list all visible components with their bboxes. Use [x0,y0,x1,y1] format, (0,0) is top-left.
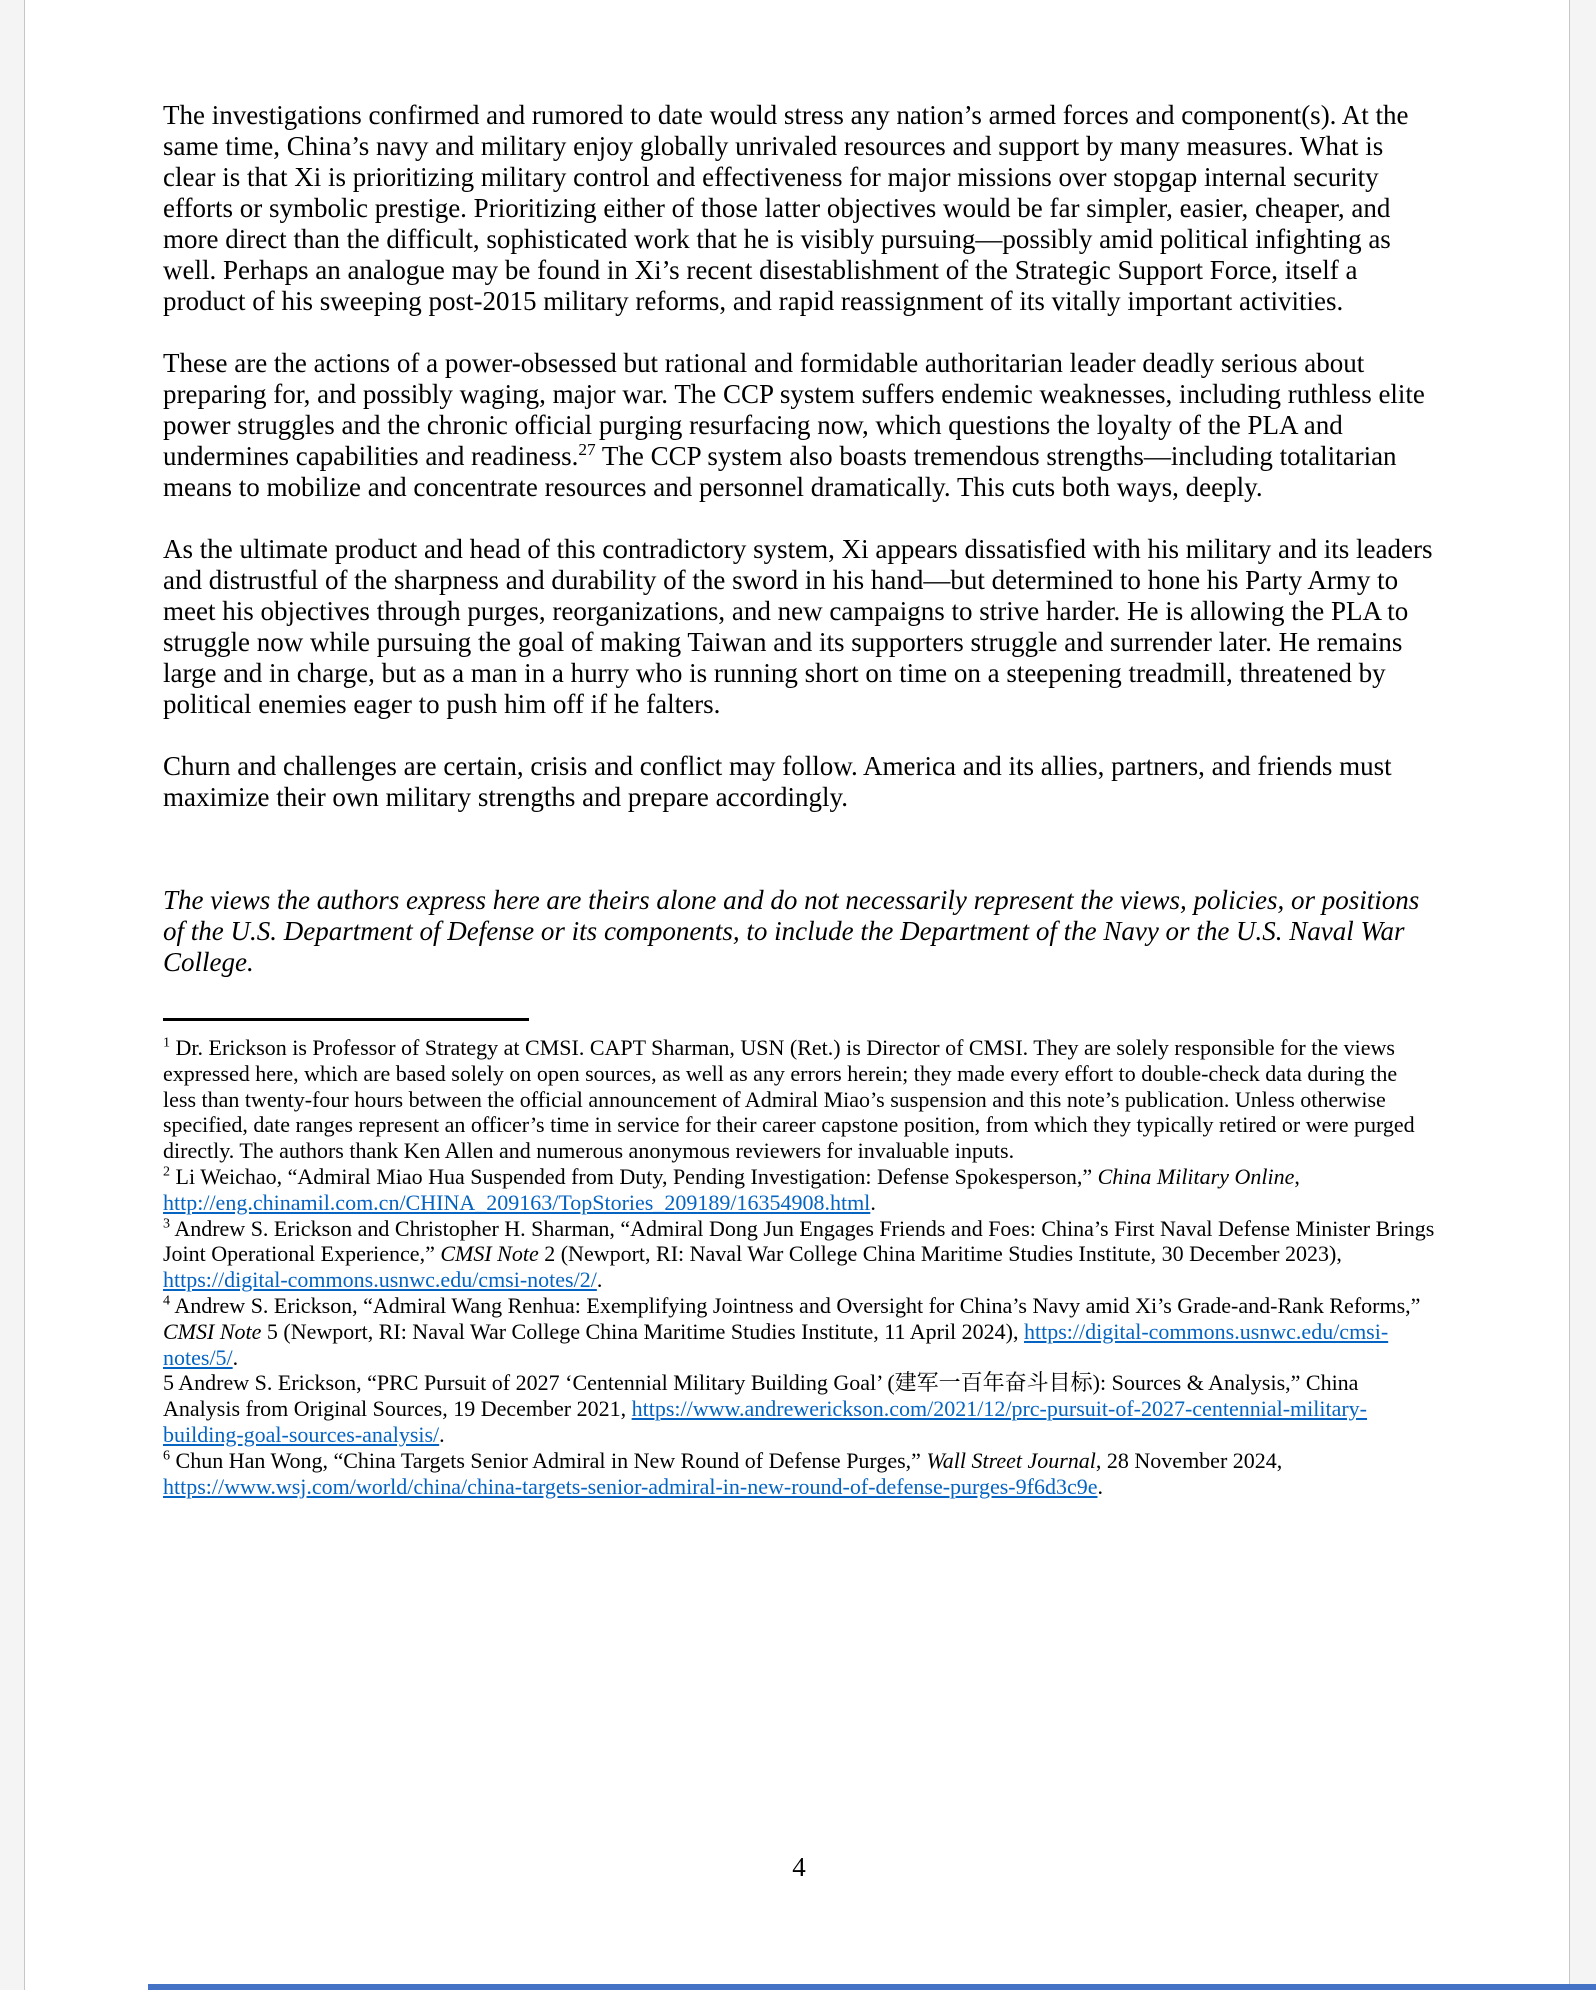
body-paragraph-1: The investigations confirmed and rumored to date would stress any nation’s armed forces and component(s). At the same time, China’s navy and military enjoy globally unrivaled resources and support by many measures. What is clear is that Xi is prioritizing military control and effectiveness for major missions over stopgap internal security efforts or symbolic prestige. Prioritizing either of those latter objectives would be far simpler, easier, cheaper, and more direct than the difficult, sophisticated work that he is visibly pursuing—possibly amid political infighting as well. Perhaps an analogue may be found in Xi’s recent disestablishment of the Strategic Support Force, itself a product of his sweeping post-2015 military reforms, and rapid reassignment of its vitally important activities. [163,100,1409,316]
footnote-marker: 2 [163,1163,171,1180]
footnote-link[interactable]: http://eng.chinamil.com.cn/CHINA_209163/TopStories_209189/16354908.html [163,1189,871,1215]
footnote-marker: 6 [163,1447,171,1464]
footnote-text: 5 (Newport, RI: Naval War College China Maritime Studies Institute, 11 April 2024), [261,1318,1024,1344]
footnote-text: China Military Online [1097,1163,1295,1189]
footnote-link[interactable]: https://digital-commons.usnwc.edu/cmsi-notes/2/ [163,1267,597,1293]
footnote-link[interactable]: https://www.andrewerickson.com/2021/12/prc-pursuit-of-2027-centennial-military-building-goal-sources-analysis/ [163,1396,1368,1447]
disclaimer-paragraph: The views the authors express here are theirs alone and do not necessarily represent the views, policies, or positions of the U.S. Department of Defense or its components, to include the Department of the Navy or the U.S. Naval War College. [163,885,1420,977]
footnote-3 [163,1216,1435,1293]
footnote-text: . [870,1189,876,1215]
footnote-link[interactable]: https://digital-commons.usnwc.edu/cmsi-notes/5/ [163,1318,1389,1370]
footnote-text: CMSI Note [163,1318,262,1344]
footnote-text: 2 (Newport, RI: Naval War College China Maritime Studies Institute, 30 December 2023), [538,1241,1342,1267]
body-text [163,100,1435,813]
body-paragraph-2 [163,348,1435,503]
footnote-text: Li Weichao, “Admiral Miao Hua Suspended from Duty, Pending Investigation: Defense Spokesperson,” [170,1163,1098,1189]
footnote-text: Chun Han Wong, “China Targets Senior Admiral in New Round of Defense Purges,” [170,1447,927,1473]
footnote-1 [163,1035,1435,1164]
footnote-6 [163,1448,1435,1500]
footnote-text: . [596,1267,603,1293]
footnote-text: Wall Street Journal [926,1447,1096,1473]
footnotes-section [163,1035,1435,1499]
footnote-text: 5 Andrew S. Erickson, “PRC Pursuit of 2027 ‘Centennial Military Building Goal’ (建军一百年奋斗目标): Sources & Analysis,” China Analysis from Original Sources, 19 December 2021, [163,1370,1359,1422]
footnote-text: . [232,1344,239,1370]
body-paragraph-3: As the ultimate product and head of this contradictory system, Xi appears dissatisfied with his military and its leaders and distrustful of the sharpness and durability of the sword in his hand—but determined to hone his Party Army to meet his objectives through purges, reorganizations, and new campaigns to strive harder. He is allowing the PLA to struggle now while pursuing the goal of making Taiwan and its supporters struggle and surrender later. He remains large and in charge, but as a man in a hurry who is running short on time on a steepening treadmill, threatened by political enemies eager to push him off if he falters. [163,534,1433,719]
footnote-text: CMSI Note [440,1241,539,1267]
footnote-separator-line [163,1018,529,1021]
page-number: 4 [792,1852,806,1882]
footnote-text: Dr. Erickson is Professor of Strategy at CMSI. CAPT Sharman, USN (Ret.) is Director of CMSI. They are solely responsible for the views expressed here, which are based solely on open sources, as well as any errors herein; they made every effort to double-check data during the less than twenty-four hours between the official announcement of Admiral Miao’s suspension and this note’s publication. Unless otherwise specified, date ranges represent an officer’s time in service for their career capstone position, from which they typically retired or were purged directly. The authors thank Ken Allen and numerous anonymous reviewers for invaluable inputs. [163,1035,1415,1164]
bottom-accent-bar [148,1984,1596,1990]
footnote-4 [163,1293,1435,1370]
footnote-2 [163,1164,1435,1216]
page-content [163,100,1435,1499]
paragraph-text: These are the actions of a power-obsessed but rational and formidable authoritarian leader deadly serious about preparing for, and possibly waging, major war. The CCP system suffers endemic weaknesses, including ruthless elite power struggles and the chronic official purging resurfacing now, which questions the loyalty of the PLA and undermines capabilities and readiness. [163,348,1425,471]
footnote-marker: 4 [163,1292,171,1309]
footnote-text: . [1097,1473,1103,1499]
document-page [24,0,1570,1990]
footnote-text: Andrew S. Erickson, “Admiral Wang Renhua: Exemplifying Jointness and Oversight for China’s Navy amid Xi’s Grade-and-Rank Reforms,” [170,1292,1421,1318]
footnote-text: , 28 November 2024, [1095,1447,1283,1473]
footnote-marker: 1 [163,1034,171,1051]
footnote-text: . [439,1421,445,1447]
footnote-text: Andrew S. Erickson and Christopher H. Sharman, “Admiral Dong Jun Engages Friends and Foes: China’s First Naval Defense Minister Brings Joint Operational Experience,” [163,1215,1435,1267]
footnote-marker: 3 [163,1215,171,1232]
body-paragraph-4: Churn and challenges are certain, crisis and conflict may follow. America and its allies, partners, and friends must maximize their own military strengths and prepare accordingly. [163,751,1392,812]
footnote-text: , [1294,1163,1300,1189]
paragraph-text: The CCP system also boasts tremendous strengths—including totalitarian means to mobilize and concentrate resources and personnel dramatically. This cuts both ways, deeply. [163,441,1397,502]
footnote-5 [163,1370,1435,1447]
footnote-reference-27: 27 [578,440,596,459]
footnote-link[interactable]: https://www.wsj.com/world/china/china-targets-senior-admiral-in-new-round-of-defense-purges-9f6d3c9e [163,1473,1098,1499]
